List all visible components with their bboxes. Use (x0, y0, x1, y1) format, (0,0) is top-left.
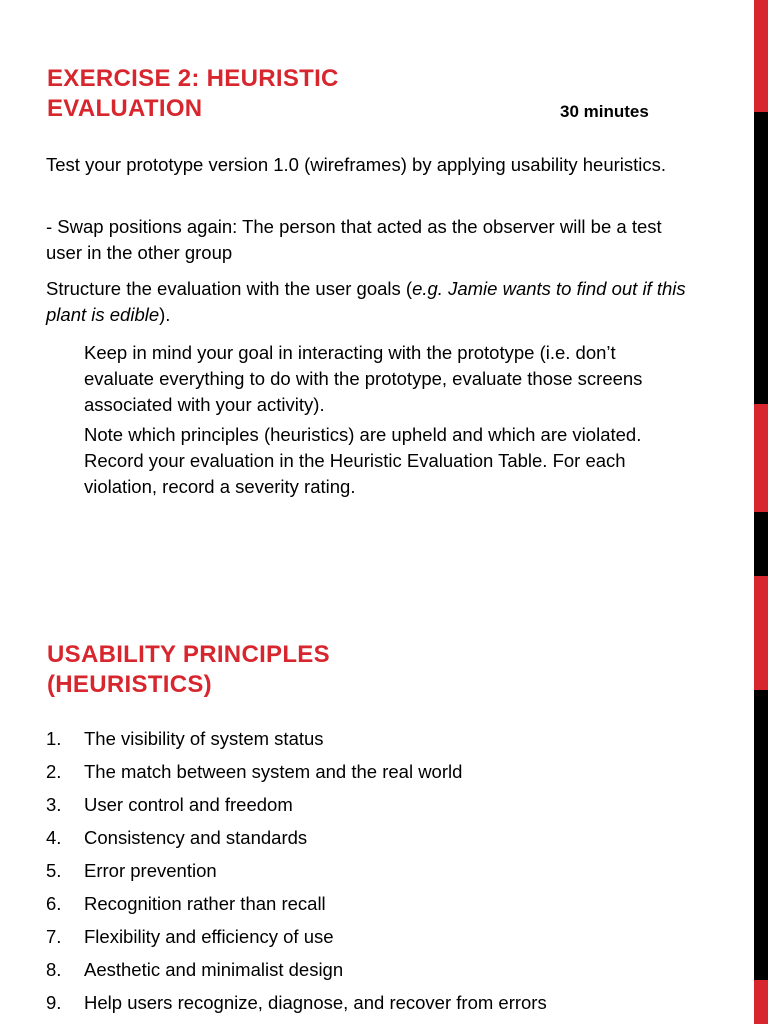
list-item-number: 9. (46, 992, 62, 1013)
instruction-paragraph-2: - Swap positions again: The person that acted as the observer will be a test user in the other group (46, 216, 662, 263)
slide-title-line2: EVALUATION (47, 95, 203, 122)
list-item (46, 924, 706, 957)
list-item (46, 858, 706, 891)
list-item-number: 1. (46, 728, 62, 749)
list-item-text: Help users recognize, diagnose, and recover from errors (84, 992, 547, 1013)
indented-note-1: Keep in mind your goal in interacting with the prototype (i.e. don’t evaluate everything to do with the prototype, evaluate those screens associated with your activity). (84, 342, 643, 415)
list-item-text: The visibility of system status (84, 728, 324, 749)
duration-label: 30 minutes (560, 102, 649, 121)
accent-bar-bottom (754, 404, 768, 512)
instruction-paragraph-3 (46, 276, 686, 328)
paragraph-3-example: e.g. Jamie wants to find out if this plant is edible (46, 278, 686, 325)
list-item (46, 759, 706, 792)
list-item-number: 2. (46, 761, 62, 782)
slide-title-line1: EXERCISE 2: HEURISTIC (47, 65, 339, 92)
accent-bar-bottom (754, 980, 768, 1024)
list-item (46, 825, 706, 858)
slide-title (47, 640, 507, 700)
list-item-number: 6. (46, 893, 62, 914)
list-item-number: 7. (46, 926, 62, 947)
list-item-text: Consistency and standards (84, 827, 308, 848)
list-item-text: Flexibility and efficiency of use (84, 926, 334, 947)
slide-title-line1: USABILITY PRINCIPLES (47, 641, 330, 668)
list-item-text: Error prevention (84, 860, 217, 881)
paragraph-3-end: ). (159, 304, 171, 325)
accent-bar-top (754, 0, 768, 112)
list-item (46, 726, 706, 759)
list-item (46, 957, 706, 990)
list-item (46, 891, 706, 924)
accent-bar-top (754, 576, 768, 690)
instruction-paragraph-1: Test your prototype version 1.0 (wireframes) by applying usability heuristics. (46, 154, 667, 175)
slide-title-line2: (HEURISTICS) (47, 671, 212, 698)
heuristics-list (46, 726, 706, 1023)
slide-title (47, 64, 507, 124)
list-item-text: Aesthetic and minimalist design (84, 959, 344, 980)
list-item-text: Recognition rather than recall (84, 893, 326, 914)
accent-bar-gap (754, 512, 768, 576)
list-item-text: The match between system and the real world (84, 761, 463, 782)
slide-usability-principles (0, 512, 768, 1024)
list-item-number: 5. (46, 860, 62, 881)
indented-note-2: Note which principles (heuristics) are upheld and which are violated. Record your evaluation in the Heuristic Evaluation Table. For each violation, record a severity rating. (84, 424, 642, 497)
list-item-text: User control and freedom (84, 794, 293, 815)
list-item (46, 792, 706, 825)
accent-bar-gap (754, 690, 768, 980)
accent-bar-gap (754, 112, 768, 404)
list-item-number: 3. (46, 794, 62, 815)
paragraph-3-start: Structure the evaluation with the user goals ( (46, 278, 413, 299)
list-item (46, 990, 706, 1023)
list-item-number: 8. (46, 959, 62, 980)
list-item-number: 4. (46, 827, 62, 848)
